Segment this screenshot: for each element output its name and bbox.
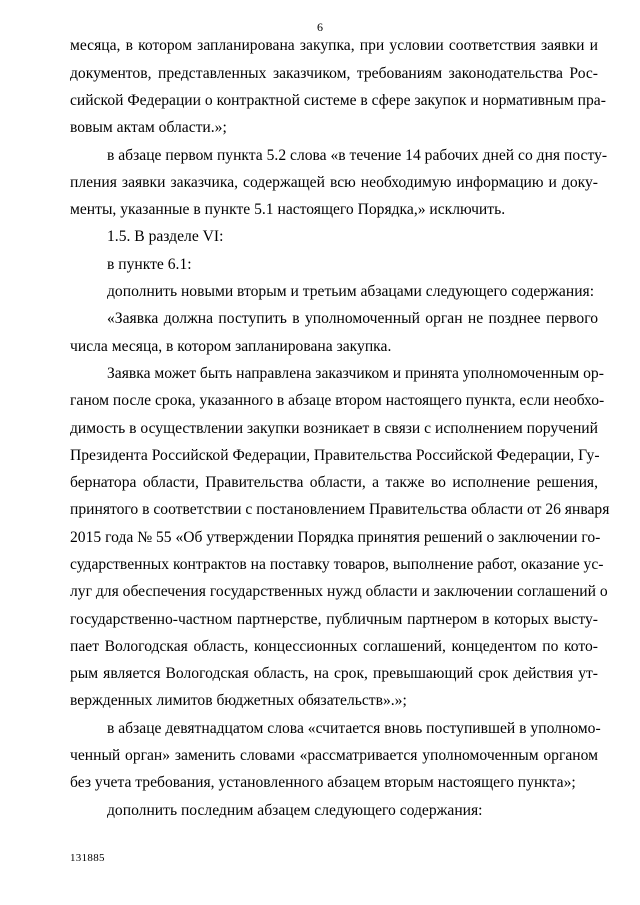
text-line: числа месяца, в котором запланирована закупка. — [70, 338, 392, 355]
text-line: государственно-частном партнерстве, публичным партнером в которых высту- — [70, 611, 598, 628]
page-number: 6 — [317, 20, 323, 34]
text-line: 2015 года № 55 «Об утверждении Порядка принятия решений о заключении го- — [70, 529, 601, 546]
section-heading: 1.5. В разделе VI: — [107, 228, 224, 245]
text-line: сударственных контрактов на поставку товаров, выполнение работ, оказание ус- — [70, 556, 604, 573]
text-line: вовым актам области.»; — [70, 119, 227, 136]
text-line: пает Вологодская область, концессионных соглашений, концедентом по кото- — [70, 638, 598, 655]
text-line: Заявка может быть направлена заказчиком и принята уполномоченным ор- — [107, 365, 604, 382]
document-code: 131885 — [70, 852, 105, 864]
text-line: сийской Федерации о контрактной системе в сфере закупок и нормативным пра- — [70, 92, 606, 109]
text-line: дополнить новыми вторым и третьим абзацами следующего содержания: — [107, 283, 595, 300]
text-line: рым является Вологодская область, на срок, превышающий срок действия ут- — [70, 665, 598, 682]
text-line: в пункте 6.1: — [107, 256, 192, 273]
text-line: бернатора области, Правительства области, а также во исполнение решения, — [70, 474, 598, 491]
text-line: луг для обеспечения государственных нужд области и заключении соглашений о — [70, 583, 608, 600]
text-line: ченный орган» заменить словами «рассматривается уполномоченным органом — [70, 747, 598, 764]
text-line: без учета требования, установленного абзацем вторым настоящего пункта»; — [70, 774, 576, 791]
text-line: вержденных лимитов бюджетных обязательств».»; — [70, 692, 407, 709]
text-line: в абзаце девятнадцатом слова «считается вновь поступившей в уполномо- — [107, 720, 601, 737]
text-line: менты, указанные в пункте 5.1 настоящего Порядка,» исключить. — [70, 201, 506, 218]
text-line: димость в осуществлении закупки возникает в связи с исполнением поручений — [70, 420, 598, 437]
text-line: месяца, в котором запланирована закупка, при условии соответствия заявки и — [70, 37, 598, 54]
text-line: пления заявки заказчика, содержащей всю необходимую информацию и доку- — [70, 174, 598, 191]
text-line: Президента Российской Федерации, Правительства Российской Федерации, Гу- — [70, 447, 600, 464]
text-line: дополнить последним абзацем следующего содержания: — [107, 802, 483, 819]
text-line: ганом после срока, указанного в абзаце втором настоящего пункта, если необхо- — [70, 392, 605, 409]
text-line: документов, представленных заказчиком, требованиям законодательства Рос- — [70, 65, 598, 82]
text-line: «Заявка должна поступить в уполномоченный орган не позднее первого — [107, 310, 598, 327]
text-line: в абзаце первом пункта 5.2 слова «в течение 14 рабочих дней со дня посту- — [107, 147, 608, 164]
text-line: принятого в соответствии с постановлением Правительства области от 26 января — [70, 501, 610, 518]
